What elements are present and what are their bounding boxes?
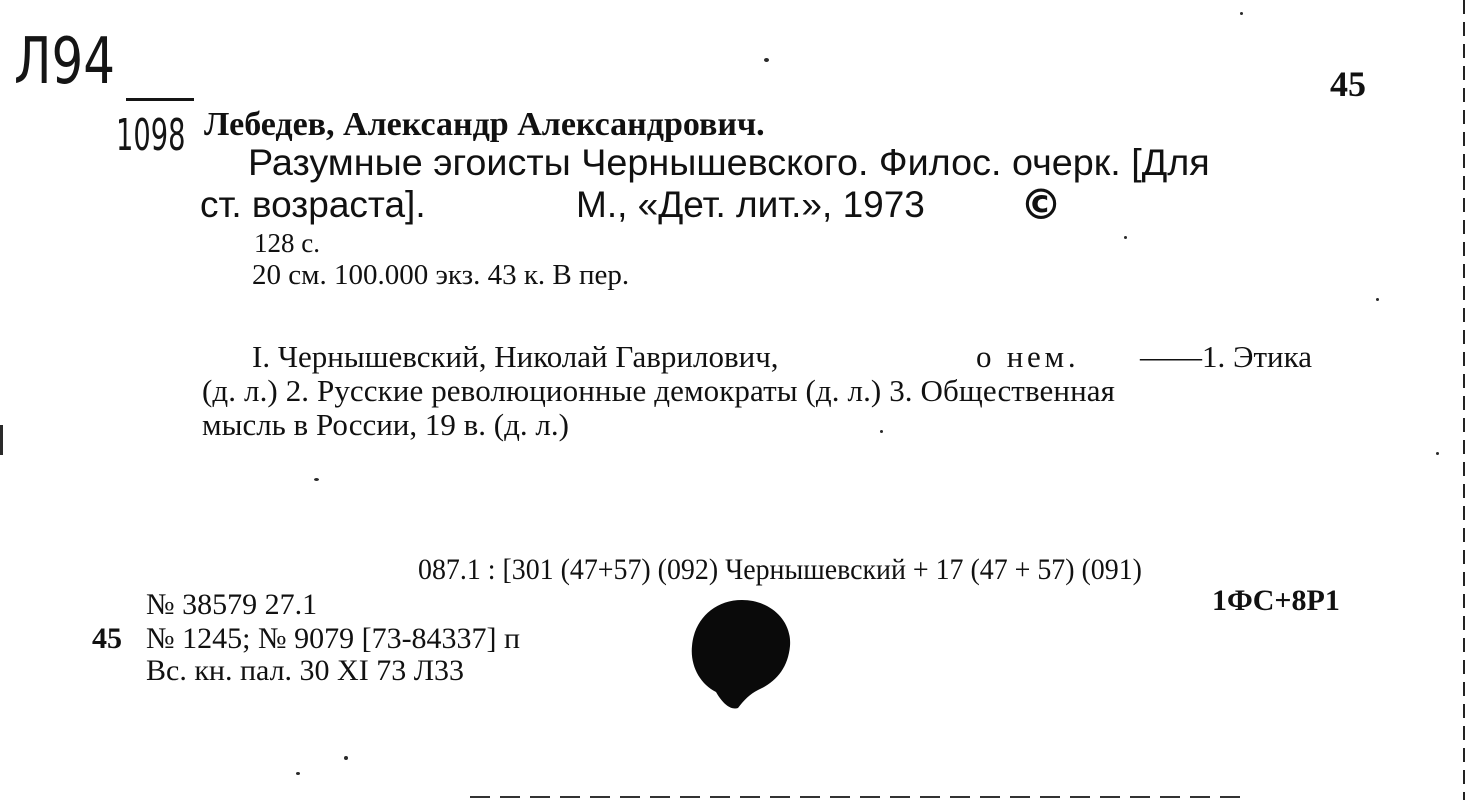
subject-headings-line-3: мысль в России, 19 в. (д. л.) [202, 407, 569, 442]
speck [1124, 236, 1127, 239]
title-line-2-edition: ст. возраста]. [200, 184, 426, 225]
left-border-mark [0, 425, 3, 455]
ink-blot [688, 596, 794, 714]
subject-heading-ethics: ——1. Этика [1140, 339, 1312, 374]
subject-heading-about: о нем. [976, 339, 1080, 374]
speck [296, 772, 300, 775]
speck [344, 756, 348, 760]
reference-numbers: № 1245; № 9079 [73-84337] п [146, 622, 521, 655]
book-chamber-line: Вс. кн. пал. 30 XI 73 Л33 [146, 654, 465, 687]
handwritten-shelf-mark: Л94 [14, 25, 116, 99]
physical-description: 20 см. 100.000 экз. 43 к. В пер. [252, 259, 630, 291]
right-border [1463, 0, 1465, 800]
author-heading: Лебедев, Александр Александрович. [204, 106, 765, 143]
reference-prefix: 45 [92, 622, 122, 655]
speck [1436, 452, 1439, 455]
subject-headings-line-2: (д. л.) 2. Русские революционные демократы (д. л.) 3. Общественная [202, 373, 1115, 408]
catalog-code: 1ФС+8Р1 [1212, 584, 1340, 617]
speck [880, 430, 883, 433]
page-number: 45 [1330, 64, 1366, 104]
speck [764, 58, 769, 62]
title-line-1: Разумные эгоисты Чернышевского. Филос. очерк. [Для [248, 142, 1210, 183]
speck [1240, 12, 1243, 15]
copyright-icon: © [1020, 180, 1062, 229]
handwritten-record-number: 1098 [116, 110, 186, 161]
speck [314, 478, 319, 481]
speck [1376, 298, 1379, 301]
bottom-edge [470, 796, 1240, 798]
handwritten-underline [126, 98, 194, 101]
classification-index: 087.1 : [301 (47+57) (092) Чернышевский + 17 (47 + 57) (091) [418, 553, 1142, 586]
record-number: № 38579 27.1 [146, 588, 318, 621]
subject-heading-person: I. Чернышевский, Николай Гаврилович, [252, 339, 779, 374]
publisher-imprint: М., «Дет. лит.», 1973 [576, 184, 925, 225]
pages-count: 128 с. [254, 228, 320, 258]
